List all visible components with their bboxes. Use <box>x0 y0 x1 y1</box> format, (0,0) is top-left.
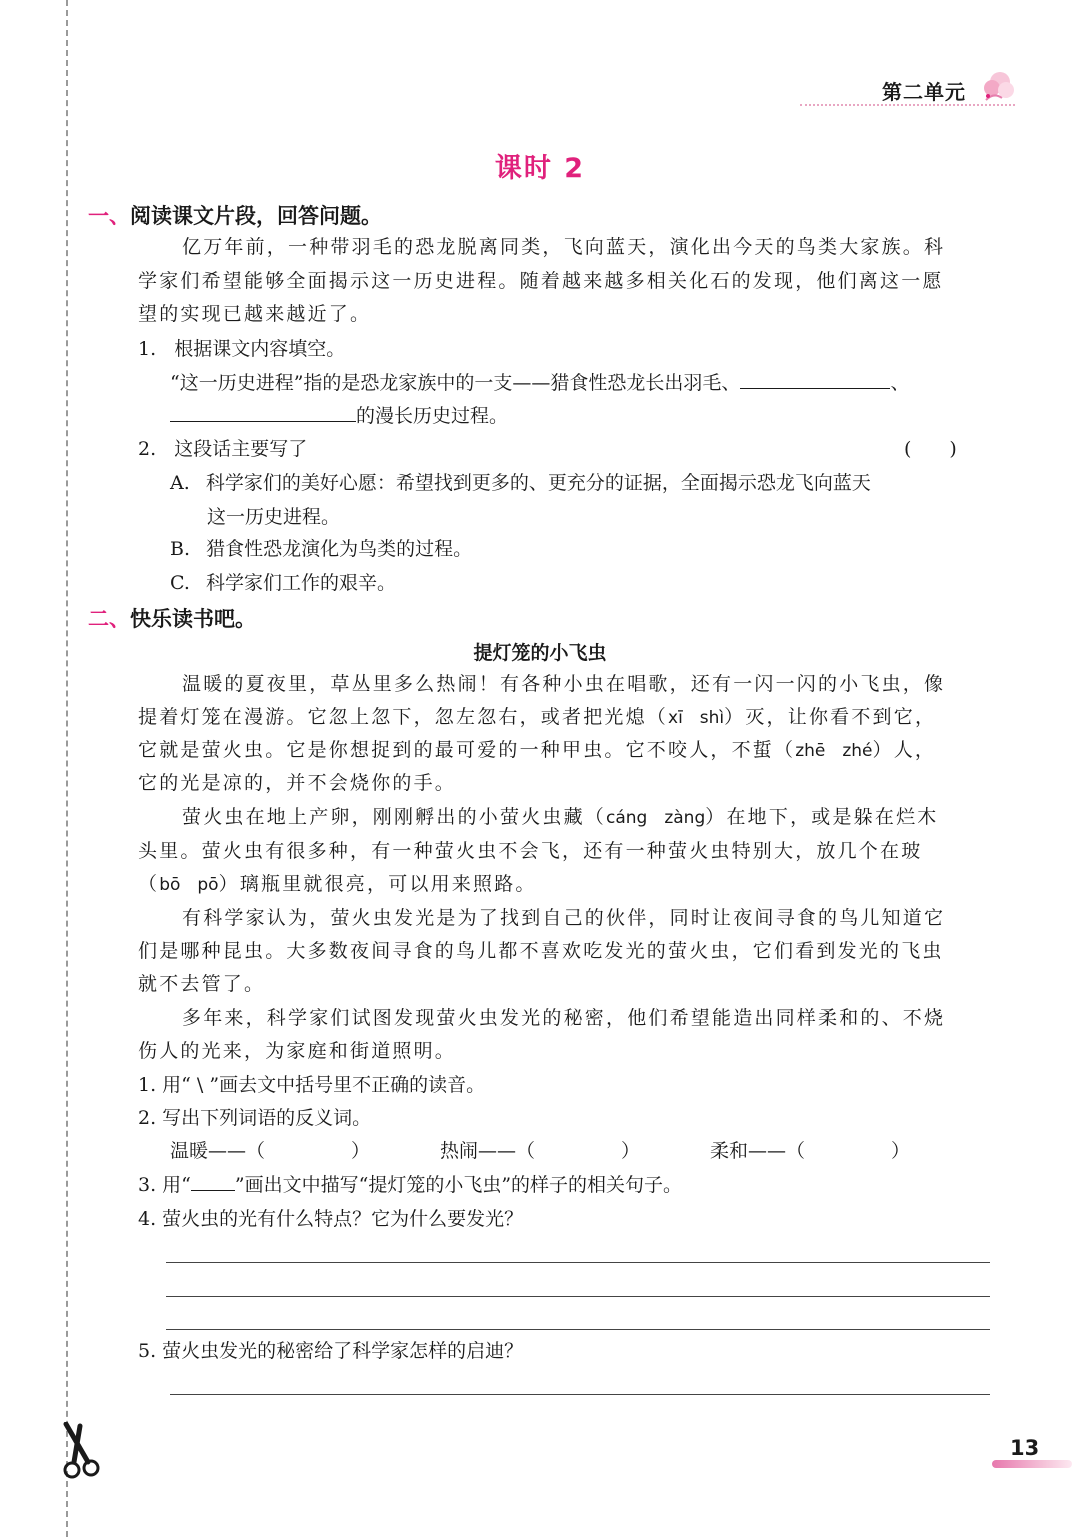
section-1-heading: 阅读课文片段，回答问题。 <box>130 204 382 228</box>
fill-in-text: 的漫长历史过程。 <box>356 405 509 427</box>
section-2-title <box>88 603 256 633</box>
question-number: 2. <box>138 438 157 460</box>
page-number: 13 <box>1010 1436 1040 1460</box>
question-text: 这段话主要写了 <box>174 438 308 460</box>
answer-line[interactable] <box>166 1262 990 1263</box>
answer-line[interactable] <box>166 1296 990 1297</box>
story-line <box>182 804 990 831</box>
fill-in-text-end: 、 <box>890 372 910 394</box>
pinyin-choice[interactable]: xī shì <box>668 708 725 728</box>
option-label: B. <box>170 538 191 560</box>
option-label: A. <box>170 472 190 494</box>
answer-blank[interactable] <box>740 370 890 389</box>
reading-question-3 <box>138 1172 682 1198</box>
option-a-cont: 这一历史进程。 <box>207 506 341 528</box>
answer-line[interactable] <box>166 1329 990 1330</box>
reading-question-1: 1. 用“ \ ”画去文中括号里不正确的读音。 <box>138 1074 486 1096</box>
question-1 <box>138 336 345 362</box>
antonym-item[interactable] <box>170 1138 370 1164</box>
story-line: 就不去管了。 <box>138 973 266 995</box>
story-line: 它的光是凉的，并不会烧你的手。 <box>138 772 457 794</box>
question-text: 3. 用“ <box>138 1174 191 1196</box>
pinyin-choice[interactable]: cáng zàng <box>606 808 706 828</box>
fill-in-text: “这一历史进程”指的是恐龙家族中的一支——猎食性恐龙长出羽毛、 <box>170 372 741 394</box>
story-line <box>138 704 990 731</box>
cut-line <box>66 0 68 1537</box>
antonym-word: 柔和——（ <box>710 1140 806 1162</box>
question-text: 根据课文内容填空。 <box>174 338 346 360</box>
answer-blank[interactable] <box>170 403 356 422</box>
fill-in-line-1 <box>170 370 909 396</box>
story-line: 温暖的夏夜里，草丛里多么热闹！有各种小虫在唱歌，还有一闪一闪的小飞虫，像 <box>182 673 946 695</box>
reading-question-4: 4. 萤火虫的光有什么特点？它为什么要发光？ <box>138 1208 524 1230</box>
story-text: ）璃瓶里就很亮，可以用来照路。 <box>218 873 537 895</box>
pinyin-choice[interactable]: zhē zhé <box>795 741 873 761</box>
antonym-word: 温暖——（ <box>170 1140 266 1162</box>
option-c[interactable] <box>170 570 396 596</box>
passage-line: 亿万年前，一种带羽毛的恐龙脱离同类，飞向蓝天，演化出今天的鸟类大家族。科 <box>182 236 946 258</box>
option-b[interactable] <box>170 536 472 562</box>
story-line: 多年来，科学家们试图发现萤火虫发光的秘密，他们希望能造出同样柔和的、不烧 <box>182 1007 946 1029</box>
story-line: 们是哪种昆虫。大多数夜间寻食的鸟儿都不喜欢吃发光的萤火虫，它们看到发光的飞虫 <box>138 940 944 962</box>
pinyin-choice[interactable]: bō pō <box>159 875 219 895</box>
option-label: C. <box>170 572 190 594</box>
option-text: 猎食性恐龙演化为鸟类的过程。 <box>206 538 473 560</box>
antonym-item[interactable] <box>440 1138 640 1164</box>
option-a[interactable] <box>170 470 871 496</box>
story-title: 提灯笼的小飞虫 <box>473 642 607 664</box>
story-line: 头里。萤火虫有很多种，有一种萤火虫不会飞，还有一种萤火虫特别大，放几个在玻 <box>138 840 923 862</box>
passage-line: 望的实现已越来越近了。 <box>138 303 372 325</box>
flower-icon <box>976 68 1018 106</box>
story-line: 伤人的光来，为家庭和街道照明。 <box>138 1040 457 1062</box>
underline-sample <box>191 1172 235 1191</box>
antonym-close: ） <box>891 1140 911 1162</box>
option-text: 科学家们工作的艰辛。 <box>205 572 396 594</box>
antonym-item[interactable] <box>710 1138 910 1164</box>
passage-line: 学家们希望能够全面揭示这一历史进程。随着越来越多相关化石的发现，他们离这一愿 <box>138 270 944 292</box>
section-2-number: 二、 <box>88 607 130 631</box>
story-line <box>138 871 990 898</box>
question-2 <box>138 436 307 462</box>
answer-parentheses[interactable]: ( ) <box>904 438 957 460</box>
reading-question-5: 5. 萤火虫发光的秘密给了科学家怎样的启迪？ <box>138 1340 524 1362</box>
story-text: ）灭，让你看不到它， <box>724 706 937 728</box>
answer-line[interactable] <box>170 1394 990 1395</box>
story-text: 提着灯笼在漫游。它忽上忽下，忽左忽右，或者把光熄（ <box>138 706 669 728</box>
antonym-word: 热闹——（ <box>440 1140 536 1162</box>
reading-question-2: 2. 写出下列词语的反义词。 <box>138 1107 372 1129</box>
page-number-bar <box>992 1460 1072 1468</box>
story-line <box>138 737 990 764</box>
story-line: 有科学家认为，萤火虫发光是为了找到自己的伙伴，同时让夜间寻食的鸟儿知道它 <box>182 907 946 929</box>
section-1-title <box>88 200 382 230</box>
unit-header: 第二单元 <box>882 80 966 104</box>
scissors-icon <box>58 1422 102 1482</box>
question-text: ”画出文中描写“提灯笼的小飞虫”的样子的相关句子。 <box>234 1174 683 1196</box>
story-text: 它就是萤火虫。它是你想捉到的最可爱的一种甲虫。它不咬人，不蜇（ <box>138 739 796 761</box>
header-divider <box>800 104 1015 106</box>
section-2-heading: 快乐读书吧。 <box>130 607 256 631</box>
story-text: ）在地下，或是躲在烂木 <box>705 806 939 828</box>
story-text: 萤火虫在地上产卵，刚刚孵出的小萤火虫藏（ <box>182 806 607 828</box>
story-text: （ <box>138 873 160 895</box>
option-text: 科学家们的美好心愿：希望找到更多的、更充分的证据，全面揭示恐龙飞向蓝天 <box>205 472 871 494</box>
lesson-title: 课时 2 <box>494 153 586 184</box>
story-text: ）人， <box>872 739 937 761</box>
question-number: 1. <box>138 338 157 360</box>
section-1-number: 一、 <box>88 204 130 228</box>
fill-in-line-2 <box>170 403 508 429</box>
antonym-close: ） <box>621 1140 641 1162</box>
antonym-close: ） <box>351 1140 371 1162</box>
